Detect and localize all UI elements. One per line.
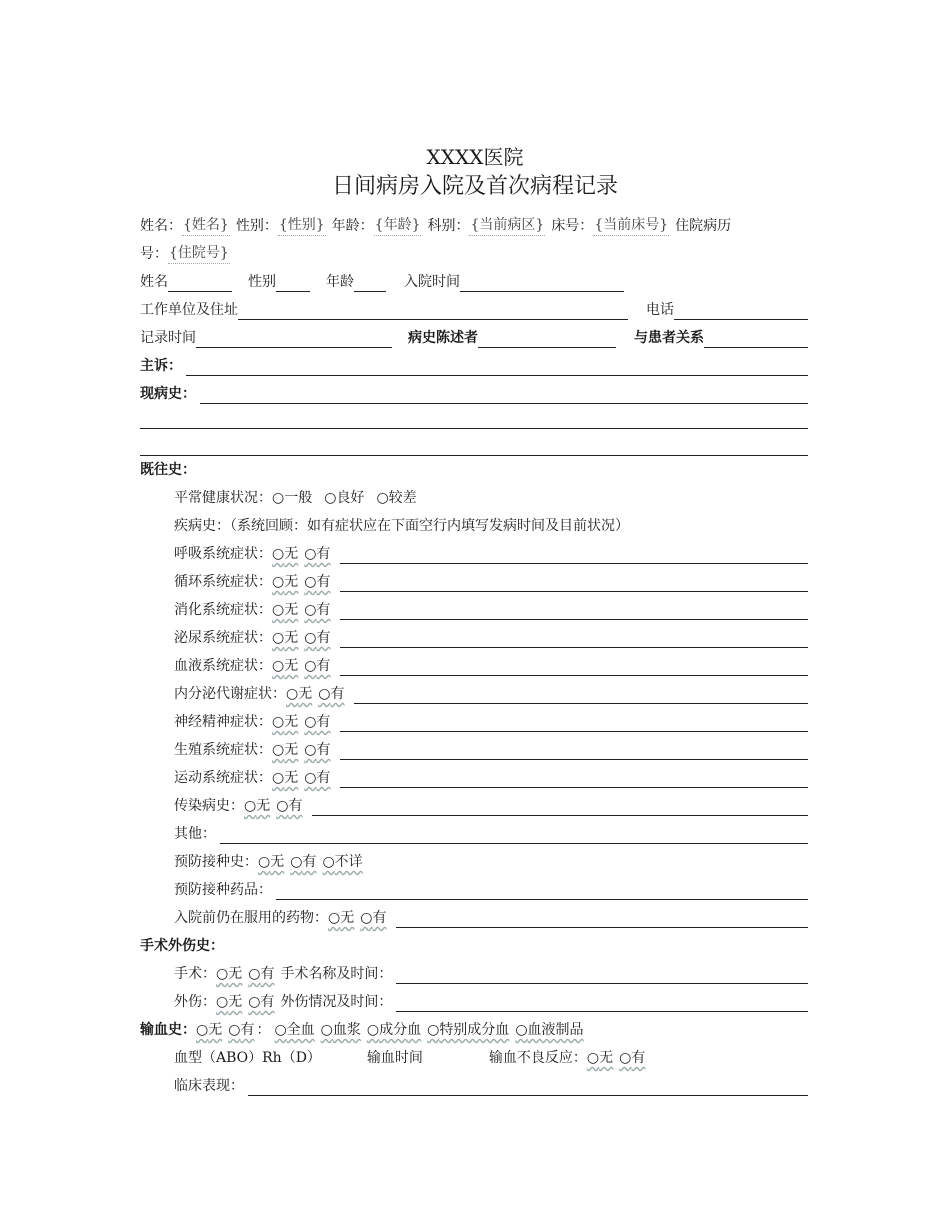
symptom-row (174, 710, 808, 732)
surgery-heading-row (140, 934, 808, 956)
radio-circle-icon: ○ (248, 966, 261, 982)
bed-label: 床号： (551, 218, 594, 234)
reaction-option-yes[interactable]: ○有 (619, 1050, 646, 1066)
hospital-name: XXXX医院 (426, 145, 524, 169)
symptom-option-yes[interactable]: ○有 (304, 630, 331, 646)
radio-circle-icon: ○ (272, 742, 285, 758)
radio-circle-icon: ○ (304, 630, 317, 646)
patient-age-line[interactable] (354, 276, 386, 292)
bed-field[interactable]: {当前床号} (593, 215, 669, 236)
transfusion-option-yes[interactable]: ○有 (228, 1022, 255, 1038)
radio-circle-icon: ○ (272, 602, 285, 618)
surgery-label: 手术： (174, 966, 216, 982)
radio-circle-icon: ○ (304, 770, 317, 786)
trauma-row (174, 990, 808, 1012)
symptom-row (174, 794, 808, 816)
health-option-good[interactable]: ○良好 (324, 490, 365, 506)
relation-label: 与患者关系 (634, 330, 704, 346)
radio-circle-icon: ○ (427, 1022, 440, 1038)
transfusion-colon: ： (256, 1022, 271, 1038)
symptom-option-none[interactable]: ○无 (272, 742, 299, 758)
symptom-option-none[interactable]: ○无 (244, 798, 271, 814)
current-meds-label: 入院前仍在服用的药物： (174, 910, 328, 926)
symptom-row (174, 654, 808, 676)
vaccine-drug-label: 预防接种药品： (174, 882, 272, 898)
blood-type-label: 血型（ABO）Rh（D） (174, 1050, 321, 1066)
transfusion-row (140, 1018, 808, 1040)
clinical-row (174, 1074, 808, 1096)
trauma-option-yes[interactable]: ○有 (248, 994, 275, 1010)
symptom-label: 传染病史： (174, 798, 244, 814)
current-meds-option-none[interactable]: ○无 (328, 910, 355, 926)
surgery-option-yes[interactable]: ○有 (248, 966, 275, 982)
trauma-detail-line[interactable] (396, 996, 808, 1012)
radio-circle-icon: ○ (318, 686, 331, 702)
transfusion-type-component[interactable]: ○成分血 (366, 1022, 422, 1038)
vaccine-drug-line[interactable] (276, 884, 808, 900)
symptom-option-none[interactable]: ○无 (272, 658, 299, 674)
record-row (140, 326, 808, 348)
surgery-option-none[interactable]: ○无 (216, 966, 243, 982)
radio-circle-icon: ○ (304, 714, 317, 730)
transfusion-type-special-component[interactable]: ○特别成分血 (427, 1022, 510, 1038)
radio-circle-icon: ○ (276, 798, 289, 814)
symptom-option-none[interactable]: ○无 (272, 546, 299, 562)
radio-circle-icon: ○ (320, 1022, 333, 1038)
radio-circle-icon: ○ (248, 994, 261, 1010)
radio-circle-icon: ○ (290, 854, 303, 870)
other-row (174, 822, 808, 844)
patient-name-line[interactable] (168, 276, 232, 292)
present-illness-line[interactable] (200, 388, 808, 404)
symptom-label: 内分泌代谢症状： (174, 686, 286, 702)
symptom-row (174, 570, 808, 592)
blood-type-row (174, 1046, 808, 1068)
vaccination-label: 预防接种史： (174, 854, 258, 870)
symptom-option-none[interactable]: ○无 (272, 602, 299, 618)
radio-circle-icon: ○ (586, 1050, 600, 1066)
transfusion-option-none[interactable]: ○无 (196, 1022, 223, 1038)
radio-circle-icon: ○ (366, 1022, 380, 1038)
other-label: 其他： (174, 826, 216, 842)
radio-circle-icon: ○ (272, 770, 285, 786)
current-meds-option-yes[interactable]: ○有 (360, 910, 387, 926)
record-label-a: 住院病历 (675, 218, 732, 234)
symptom-detail-line[interactable] (354, 688, 808, 704)
chief-complaint-line[interactable] (186, 360, 808, 376)
symptom-option-yes[interactable]: ○有 (304, 546, 331, 562)
symptom-detail-line[interactable] (312, 800, 808, 816)
dept-field[interactable]: {当前病区} (469, 215, 545, 236)
radio-circle-icon: ○ (274, 1022, 287, 1038)
symptom-option-none[interactable]: ○无 (272, 714, 299, 730)
workplace-label: 工作单位及住址 (140, 302, 238, 318)
radio-circle-icon: ○ (258, 854, 271, 870)
phone-label: 电话 (646, 302, 674, 318)
radio-circle-icon: ○ (304, 574, 317, 590)
symptom-option-none[interactable]: ○无 (272, 630, 299, 646)
symptom-row (174, 542, 808, 564)
patient-row (140, 270, 808, 292)
gender-field[interactable]: {性别} (278, 215, 326, 236)
radio-circle-icon: ○ (216, 966, 229, 982)
record-number-field[interactable]: {住院号} (168, 243, 230, 264)
radio-circle-icon: ○ (272, 714, 285, 730)
patient-age-label: 年龄 (326, 274, 354, 290)
symptom-option-none[interactable]: ○无 (272, 770, 299, 786)
vaccination-option-yes[interactable]: ○有 (290, 854, 317, 870)
present-illness-row (140, 382, 808, 404)
age-field[interactable]: {年龄} (374, 215, 422, 236)
symptom-row (174, 766, 808, 788)
symptom-option-none[interactable]: ○无 (272, 574, 299, 590)
gender-label: 性别： (235, 218, 278, 234)
health-option-normal[interactable]: ○一般 (272, 490, 313, 506)
chief-complaint-row (140, 354, 808, 376)
record-time-label: 记录时间 (140, 330, 196, 346)
present-illness-line-2[interactable] (140, 428, 808, 429)
symptom-label: 呼吸系统症状： (174, 546, 272, 562)
symptom-option-yes[interactable]: ○有 (304, 714, 331, 730)
name-label: 姓名： (140, 218, 182, 234)
vaccination-row (174, 850, 808, 872)
transfusion-type-whole-blood[interactable]: ○全血 (274, 1022, 315, 1038)
trauma-detail-label: 外伤情况及时间： (280, 994, 393, 1010)
past-history-heading: 既往史： (140, 462, 196, 478)
health-status-row (174, 486, 808, 508)
symptom-row (174, 738, 808, 760)
symptom-label: 神经精神症状： (174, 714, 272, 730)
radio-circle-icon: ○ (304, 602, 317, 618)
radio-circle-icon: ○ (304, 546, 317, 562)
vaccination-option-unknown[interactable]: ○不详 (322, 854, 363, 870)
current-meds-line[interactable] (396, 912, 808, 928)
trauma-option-none[interactable]: ○无 (216, 994, 243, 1010)
symptom-detail-line[interactable] (340, 548, 808, 564)
radio-circle-icon: ○ (244, 798, 257, 814)
info-line-2 (140, 242, 808, 264)
address-row (140, 298, 808, 320)
radio-circle-icon: ○ (272, 546, 285, 562)
symptom-option-yes[interactable]: ○有 (304, 574, 331, 590)
name-field[interactable]: {姓名} (182, 215, 230, 236)
symptom-option-yes[interactable]: ○有 (304, 770, 331, 786)
past-history-row (140, 458, 808, 480)
radio-circle-icon: ○ (324, 490, 337, 506)
phone-line[interactable] (674, 304, 808, 320)
radio-circle-icon: ○ (328, 910, 341, 926)
disease-history-note: 疾病史：（系统回顾：如有症状应在下面空行内填写发病时间及目前状况） (174, 518, 629, 534)
symptom-option-yes[interactable]: ○有 (304, 742, 331, 758)
symptom-option-none[interactable]: ○无 (286, 686, 313, 702)
symptom-detail-line[interactable] (340, 660, 808, 676)
current-meds-row (174, 906, 808, 928)
symptom-label: 运动系统症状： (174, 770, 272, 786)
admit-time-label: 入院时间 (404, 274, 460, 290)
clinical-line[interactable] (248, 1080, 808, 1096)
symptom-option-yes[interactable]: ○有 (304, 658, 331, 674)
radio-circle-icon: ○ (360, 910, 373, 926)
radio-circle-icon: ○ (376, 490, 389, 506)
symptom-row (174, 598, 808, 620)
symptom-row (174, 682, 808, 704)
relation-line[interactable] (704, 332, 808, 348)
other-line[interactable] (220, 828, 808, 844)
symptom-detail-line[interactable] (340, 604, 808, 620)
health-option-poor[interactable]: ○较差 (376, 490, 417, 506)
symptom-label: 泌尿系统症状： (174, 630, 272, 646)
record-label-b: 号： (140, 246, 168, 262)
radio-circle-icon: ○ (322, 854, 335, 870)
surgery-heading: 手术外伤史： (140, 938, 224, 954)
patient-gender-line[interactable] (276, 276, 310, 292)
symptom-option-yes[interactable]: ○有 (318, 686, 345, 702)
radio-circle-icon: ○ (619, 1050, 632, 1066)
narrator-label: 病史陈述者 (408, 330, 478, 346)
radio-circle-icon: ○ (216, 994, 229, 1010)
symptom-label: 循环系统症状： (174, 574, 272, 590)
radio-circle-icon: ○ (304, 742, 317, 758)
dept-label: 科别： (427, 218, 470, 234)
surgery-row (174, 962, 808, 984)
health-status-label: 平常健康状况： (174, 490, 272, 506)
radio-circle-icon: ○ (272, 658, 285, 674)
symptom-label: 生殖系统症状： (174, 742, 272, 758)
radio-circle-icon: ○ (304, 658, 317, 674)
transfusion-heading: 输血史： (140, 1022, 196, 1038)
transfusion-type-blood-product[interactable]: ○血液制品 (515, 1022, 584, 1038)
reaction-option-none[interactable]: ○无 (586, 1050, 614, 1066)
radio-circle-icon: ○ (286, 686, 299, 702)
chief-complaint-label: 主诉： (140, 358, 182, 374)
transfusion-time-label: 输血时间 (366, 1050, 423, 1066)
symptom-detail-line[interactable] (340, 716, 808, 732)
clinical-label: 临床表现： (174, 1078, 244, 1094)
patient-name-label: 姓名 (140, 274, 168, 290)
narrator-line[interactable] (478, 332, 616, 348)
radio-circle-icon: ○ (228, 1022, 241, 1038)
symptom-detail-line[interactable] (340, 772, 808, 788)
symptom-detail-line[interactable] (340, 744, 808, 760)
workplace-line[interactable] (238, 304, 628, 320)
radio-circle-icon: ○ (272, 630, 285, 646)
present-illness-label: 现病史： (140, 386, 196, 402)
patient-gender-label: 性别 (248, 274, 276, 290)
admit-time-line[interactable] (460, 276, 624, 292)
vaccination-option-none[interactable]: ○无 (258, 854, 285, 870)
radio-circle-icon: ○ (515, 1022, 528, 1038)
symptom-label: 消化系统症状： (174, 602, 272, 618)
symptom-detail-line[interactable] (340, 632, 808, 648)
record-time-line[interactable] (196, 332, 392, 348)
vaccine-drug-row (174, 878, 808, 900)
surgery-detail-line[interactable] (396, 968, 808, 984)
symptom-option-yes[interactable]: ○有 (304, 602, 331, 618)
surgery-detail-label: 手术名称及时间： (280, 966, 393, 982)
radio-circle-icon: ○ (272, 490, 285, 506)
age-label: 年龄： (331, 218, 374, 234)
form-title: 日间病房入院及首次病程记录 (331, 174, 618, 199)
transfusion-reaction-label: 输血不良反应： (488, 1050, 587, 1066)
symptom-row (174, 626, 808, 648)
present-illness-line-3[interactable] (140, 455, 808, 456)
symptom-label: 血液系统症状： (174, 658, 272, 674)
radio-circle-icon: ○ (272, 574, 285, 590)
trauma-label: 外伤： (174, 994, 216, 1010)
symptom-option-yes[interactable]: ○有 (276, 798, 303, 814)
symptom-detail-line[interactable] (340, 576, 808, 592)
radio-circle-icon: ○ (196, 1022, 209, 1038)
info-line-1 (140, 214, 808, 236)
transfusion-type-plasma[interactable]: ○血浆 (320, 1022, 361, 1038)
